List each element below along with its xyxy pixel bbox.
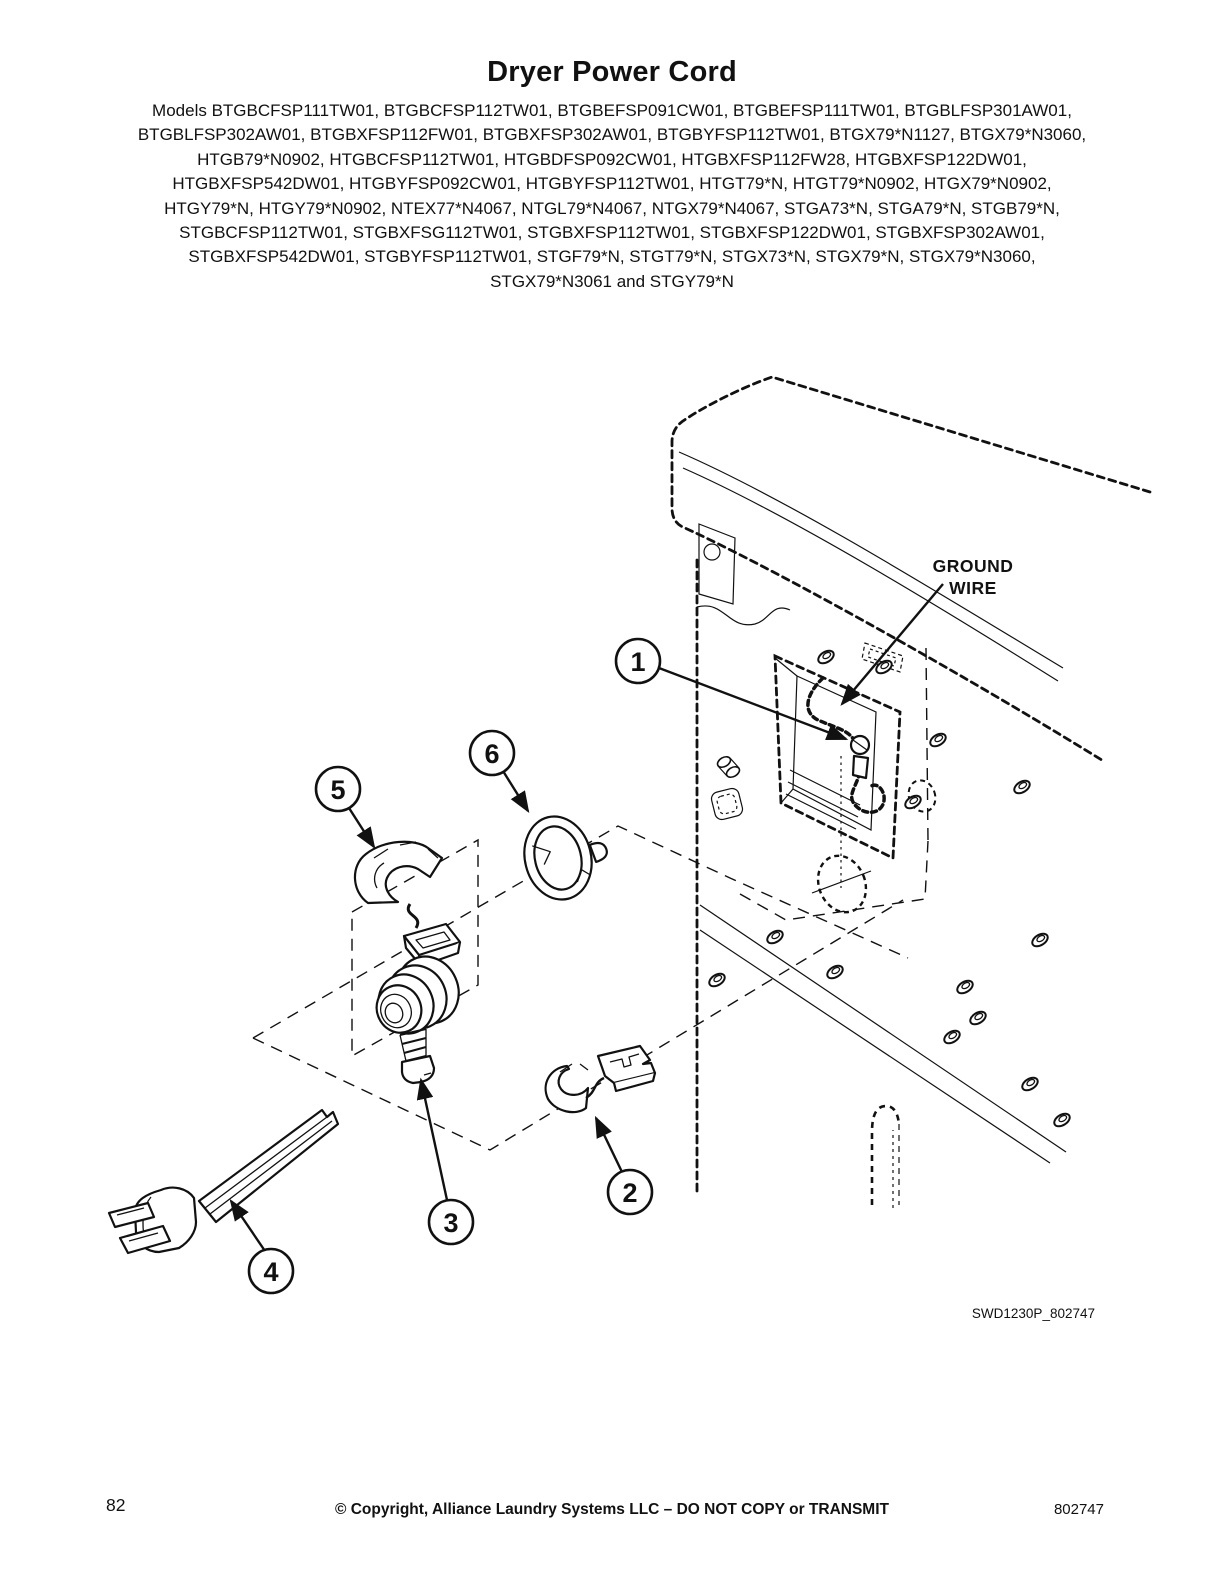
models-line: HTGB79*N0902, HTGBCFSP112TW01, HTGBDFSP092CW01, HTGBXFSP112FW28, HTGBXFSP122DW01, [197, 149, 1027, 169]
callout-4 [231, 1201, 293, 1293]
callout-1-number: 1 [630, 647, 646, 677]
callout-4-number: 4 [263, 1257, 279, 1287]
part-strain-relief-clamp-2 [546, 1046, 655, 1112]
part-cord-bushing-3 [369, 947, 469, 1083]
callout-5 [316, 767, 374, 847]
callout-5-number: 5 [330, 775, 346, 805]
callout-3-number: 3 [443, 1208, 459, 1238]
terminal-block-opening [775, 656, 900, 888]
models-line: BTGBLFSP302AW01, BTGBXFSP112FW01, BTGBXFSP302AW01, BTGBYFSP112TW01, BTGX79*N1127, BTGX79*N3060, [137, 125, 1087, 145]
models-line: STGX79*N3061 and STGY79*N [490, 271, 734, 291]
part-retaining-ring-6 [516, 805, 616, 906]
models-line: STGBXFSP542DW01, STGBYFSP112TW01, STGF79*N, STGT79*N, STGX73*N, STGX79*N, STGX79*N3060, [188, 247, 1036, 267]
callout-6-number: 6 [484, 739, 500, 769]
figure-code: SWD1230P_802747 [971, 1306, 1095, 1321]
models-line: HTGBXFSP542DW01, HTGBYFSP092CW01, HTGBYFSP112TW01, HTGT79*N, HTGT79*N0902, HTGX79*N0902, [172, 174, 1052, 194]
part-power-cord-4 [109, 1110, 338, 1253]
models-line: STGBCFSP112TW01, STGBXFSG112TW01, STGBXFSP112TW01, STGBXFSP122DW01, STGBXFSP302AW01, [179, 223, 1045, 243]
footer-doc-number: 802747 [1053, 1501, 1104, 1518]
ground-wire-label-line1: GROUND [932, 556, 1014, 576]
page-title: Dryer Power Cord [487, 56, 737, 88]
callout-6 [470, 731, 528, 811]
part-clamp-bracket-5 [355, 842, 460, 966]
ground-wire-label-line2: WIRE [949, 578, 997, 598]
models-line: Models BTGBCFSP111TW01, BTGBCFSP112TW01, BTGBEFSP091CW01, BTGBEFSP111TW01, BTGBLFSP301AW01, [152, 101, 1072, 120]
callout-3 [421, 1080, 473, 1244]
ground-wire-label [842, 556, 1013, 704]
models-line: HTGY79*N, HTGY79*N0902, NTEX77*N4067, NTGL79*N4067, NTGX79*N4067, STGA73*N, STGA79*N, STGB79*N, [164, 198, 1060, 218]
cabinet-rear-outline [672, 377, 1150, 1208]
footer-copyright: © Copyright, Alliance Laundry Systems LLC – DO NOT COPY or TRANSMIT [335, 1501, 889, 1518]
footer-page-number: 82 [106, 1495, 126, 1515]
callout-2 [596, 1118, 652, 1214]
callout-1 [616, 639, 846, 739]
callout-2-number: 2 [622, 1178, 638, 1208]
